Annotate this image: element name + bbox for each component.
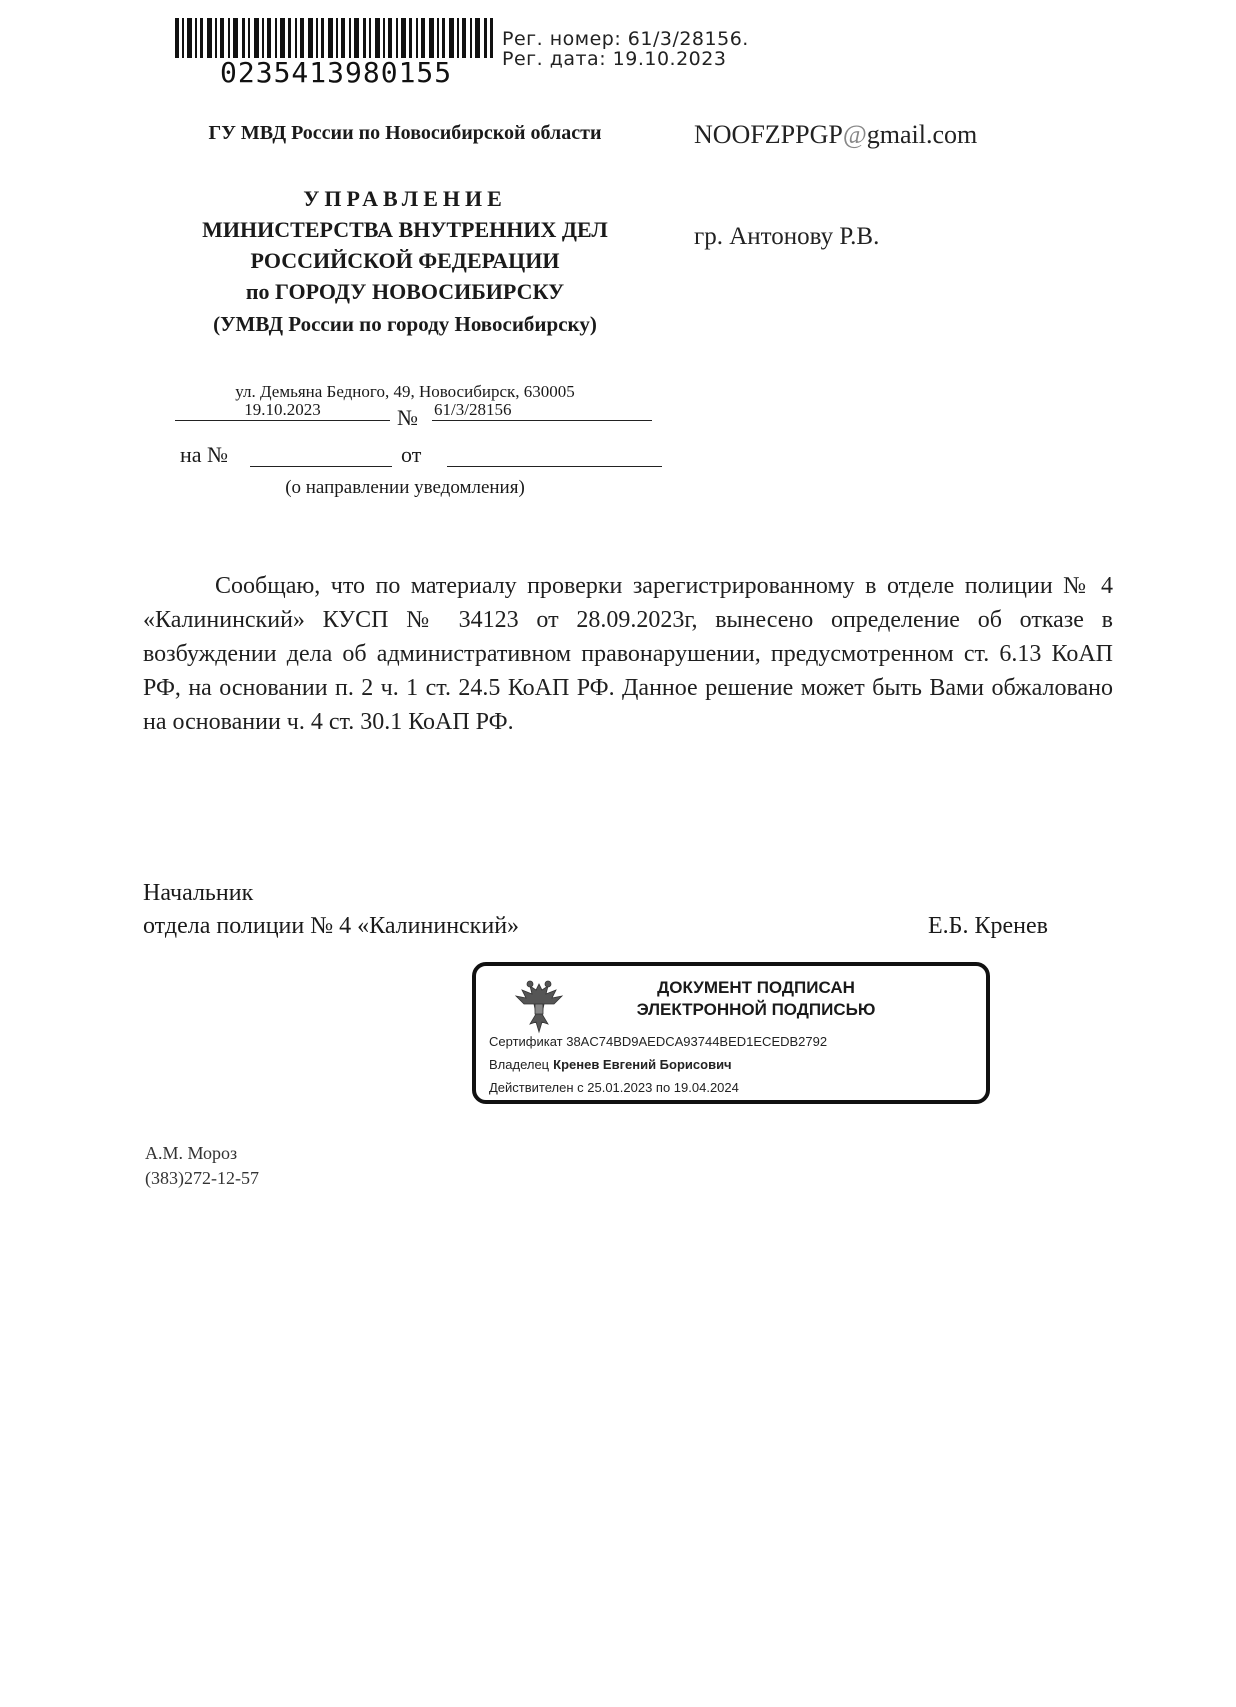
org-title: УПРАВЛЕНИЕ: [303, 186, 507, 211]
org-line-4: (УМВД России по городу Новосибирску): [213, 312, 597, 336]
recipient-email: [694, 120, 977, 150]
email-user: NOOFZPPGP: [694, 120, 843, 149]
outgoing-date-field: 19.10.2023: [175, 400, 390, 421]
registration-number: Рег. номер: 61/3/28156.: [502, 28, 749, 50]
number-sign: №: [397, 405, 418, 430]
outgoing-number-field: 61/3/28156: [432, 400, 652, 421]
org-address: ул. Демьяна Бедного, 49, Новосибирск, 630005: [235, 382, 575, 401]
stamp-title-line-1: ДОКУМЕНТ ПОДПИСАН: [657, 978, 855, 997]
barcode-number: 0235413980155: [220, 56, 453, 89]
email-at: @: [842, 120, 867, 149]
reference-date-label: от: [401, 442, 422, 467]
double-headed-eagle-icon: [506, 974, 572, 1040]
letter-body: Сообщаю, что по материалу проверки зарегистрированному в отделе полиции № 4 «Калининский» КУСП № 34123 от 28.09.2023г, вынесено определение об отказе в возбуждении дела об административном правонарушении, предусмотренном ст. 6.13 КоАП РФ, на основании п. 2 ч. 1 ст. 24.5 КоАП РФ. Данное решение может быть Вами обжаловано на основании ч. 4 ст. 30.1 КоАП РФ.: [143, 573, 1113, 735]
reference-number-line: [250, 466, 392, 467]
email-domain: gmail.com: [866, 120, 978, 149]
signer-position-line-1: Начальник: [143, 880, 254, 906]
stamp-validity: Действителен с 25.01.2023 по 19.04.2024: [489, 1080, 739, 1095]
recipient-name: гр. Антонову Р.В.: [694, 223, 880, 250]
reference-number-label: на №: [180, 442, 229, 467]
org-line-3: по ГОРОДУ НОВОСИБИРСКУ: [245, 279, 565, 304]
signer-name: Е.Б. Кренев: [928, 913, 1048, 939]
ministry-short-name: ГУ МВД России по Новосибирской области: [208, 122, 602, 144]
stamp-owner: [489, 1057, 732, 1072]
stamp-owner-name: Кренев Евгений Борисович: [553, 1057, 732, 1072]
reference-date-line: [447, 466, 662, 467]
stamp-title-line-2: ЭЛЕКТРОННОЙ ПОДПИСЬЮ: [636, 1000, 876, 1019]
stamp-owner-label: Владелец: [489, 1057, 550, 1072]
org-line-2: РОССИЙСКОЙ ФЕДЕРАЦИИ: [250, 248, 560, 273]
org-line-1: МИНИСТЕРСТВА ВНУТРЕННИХ ДЕЛ: [202, 217, 608, 242]
signer-position-line-2: отдела полиции № 4 «Калининский»: [143, 913, 520, 939]
executor-phone: (383)272-12-57: [145, 1168, 259, 1188]
stamp-certificate: Сертификат 38AC74BD9AEDCA93744BED1ECEDB2792: [489, 1034, 828, 1049]
electronic-signature-stamp: [472, 962, 990, 1104]
executor-name: А.М. Мороз: [145, 1143, 238, 1163]
letter-subject: (о направлении уведомления): [285, 477, 525, 498]
barcode-image: [175, 18, 493, 58]
registration-date: Рег. дата: 19.10.2023: [502, 48, 727, 70]
